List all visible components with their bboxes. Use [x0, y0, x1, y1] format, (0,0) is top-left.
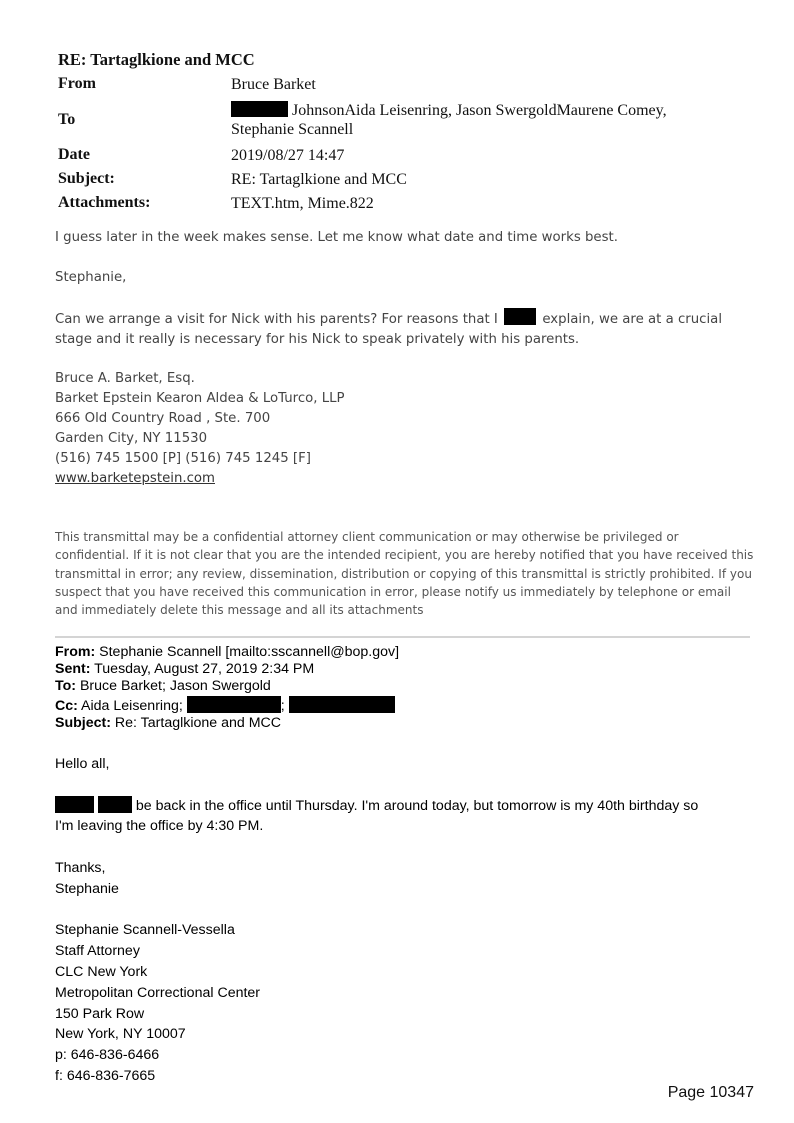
redaction-box [289, 696, 395, 713]
fwd-cc-separator: ; [280, 697, 285, 714]
date-value: 2019/08/27 14:47 [231, 146, 345, 164]
body-line1: I guess later in the week makes sense. Let me know what date and time works best. [55, 230, 618, 245]
page-number: Page 10347 [667, 1084, 754, 1101]
fwd-sent-label: Sent: [55, 661, 91, 678]
fwd-paragraph [55, 796, 755, 817]
fwd-sig-org: CLC New York [55, 963, 148, 980]
fwd-sig-street: 150 Park Row [55, 1005, 145, 1022]
fwd-subject-value: Re: Tartaglkione and MCC [114, 714, 282, 731]
signature-phones: (516) 745 1500 [P] (516) 745 1245 [F] [55, 451, 311, 466]
fwd-from-value: Stephanie Scannell [mailto:sscannell@bop.gov] [99, 644, 400, 660]
redaction-box [231, 101, 288, 117]
attachments-value[interactable]: TEXT.htm, Mime.822 [231, 194, 374, 212]
fwd-sent-value: Tuesday, August 27, 2019 2:34 PM [94, 661, 315, 678]
fwd-to-value: Bruce Barket; Jason Swergold [79, 678, 271, 695]
redaction-box [55, 796, 94, 813]
fwd-subject-label: Subject: [55, 714, 111, 731]
email-title: RE: Tartaglkione and MCC [58, 50, 255, 69]
redaction-box [187, 696, 281, 713]
to-value-line1: JohnsonAida Leisenring, Jason SwergoldMaurene Comey, [292, 101, 667, 119]
forwarded-header [55, 644, 399, 732]
fwd-to-label: To: [55, 678, 77, 695]
body-greeting: Stephanie, [55, 270, 127, 285]
to-value-line2: Stephanie Scannell [231, 120, 354, 138]
fwd-cc-value: Aida Leisenring; [81, 697, 183, 714]
forwarded-body [55, 754, 755, 1087]
to-value [231, 96, 667, 143]
fwd-para-line1: be back in the office until Thursday. I'm around today, but tomorrow is my 40th birthday so [135, 797, 699, 814]
redaction-box [98, 796, 132, 813]
fwd-sig-name: Stephanie Scannell-Vessella [55, 922, 235, 939]
confidentiality-disclaimer: This transmittal may be a confidential attorney client communication or may otherwise be privileged or confidential. If it is not clear that you are the intended recipient, you are hereby notified that you have received this transmittal in error; any review, dissemination, distribution or copying of this transmittal is strictly prohibited. If you suspect that you have received this communication in error, please notify us immediately by telephone or email and immediately delete this message and all its attachments [55, 530, 754, 618]
message-body [55, 228, 755, 350]
signature-firm: Barket Epstein Kearon Aldea & LoTurco, LLP [55, 391, 345, 406]
fwd-para-line2: I'm leaving the office by 4:30 PM. [55, 818, 264, 835]
fwd-sig-city: New York, NY 10007 [55, 1026, 186, 1043]
redaction-box [504, 308, 536, 325]
divider-line [55, 636, 750, 638]
fwd-sig-title: Staff Attorney [55, 943, 140, 960]
fwd-sig-phone: p: 646-836-6466 [55, 1047, 160, 1064]
from-label: From [58, 75, 96, 92]
fwd-sig-fax: f: 646-836-7665 [55, 1067, 156, 1084]
fwd-hello: Hello all, [55, 756, 110, 772]
signature-address2: Garden City, NY 11530 [55, 431, 208, 446]
attachments-label: Attachments: [58, 194, 151, 211]
signature-address1: 666 Old Country Road , Ste. 700 [55, 411, 271, 426]
fwd-cc-label: Cc: [55, 697, 78, 714]
fwd-thanks-name: Stephanie [55, 880, 119, 897]
website-link[interactable]: www.barketepstein.com [55, 471, 215, 486]
body-paragraph [55, 308, 755, 350]
fwd-thanks: Thanks, [55, 859, 106, 876]
body-para-part2: explain, we are at a crucial stage and it really is necessary for his Nick to speak privately with his parents. [55, 312, 723, 347]
email-header-table [58, 72, 667, 215]
signature-block [55, 369, 345, 489]
subject-label: Subject: [58, 170, 115, 187]
fwd-from-label: From: [55, 644, 96, 660]
signature-name: Bruce A. Barket, Esq. [55, 371, 195, 386]
body-para-part1: Can we arrange a visit for Nick with his parents? For reasons that I [55, 312, 498, 327]
from-value: Bruce Barket [231, 75, 316, 93]
to-label: To [58, 110, 76, 128]
subject-value: RE: Tartaglkione and MCC [231, 170, 407, 188]
fwd-sig-facility: Metropolitan Correctional Center [55, 984, 261, 1001]
date-label: Date [58, 146, 90, 163]
